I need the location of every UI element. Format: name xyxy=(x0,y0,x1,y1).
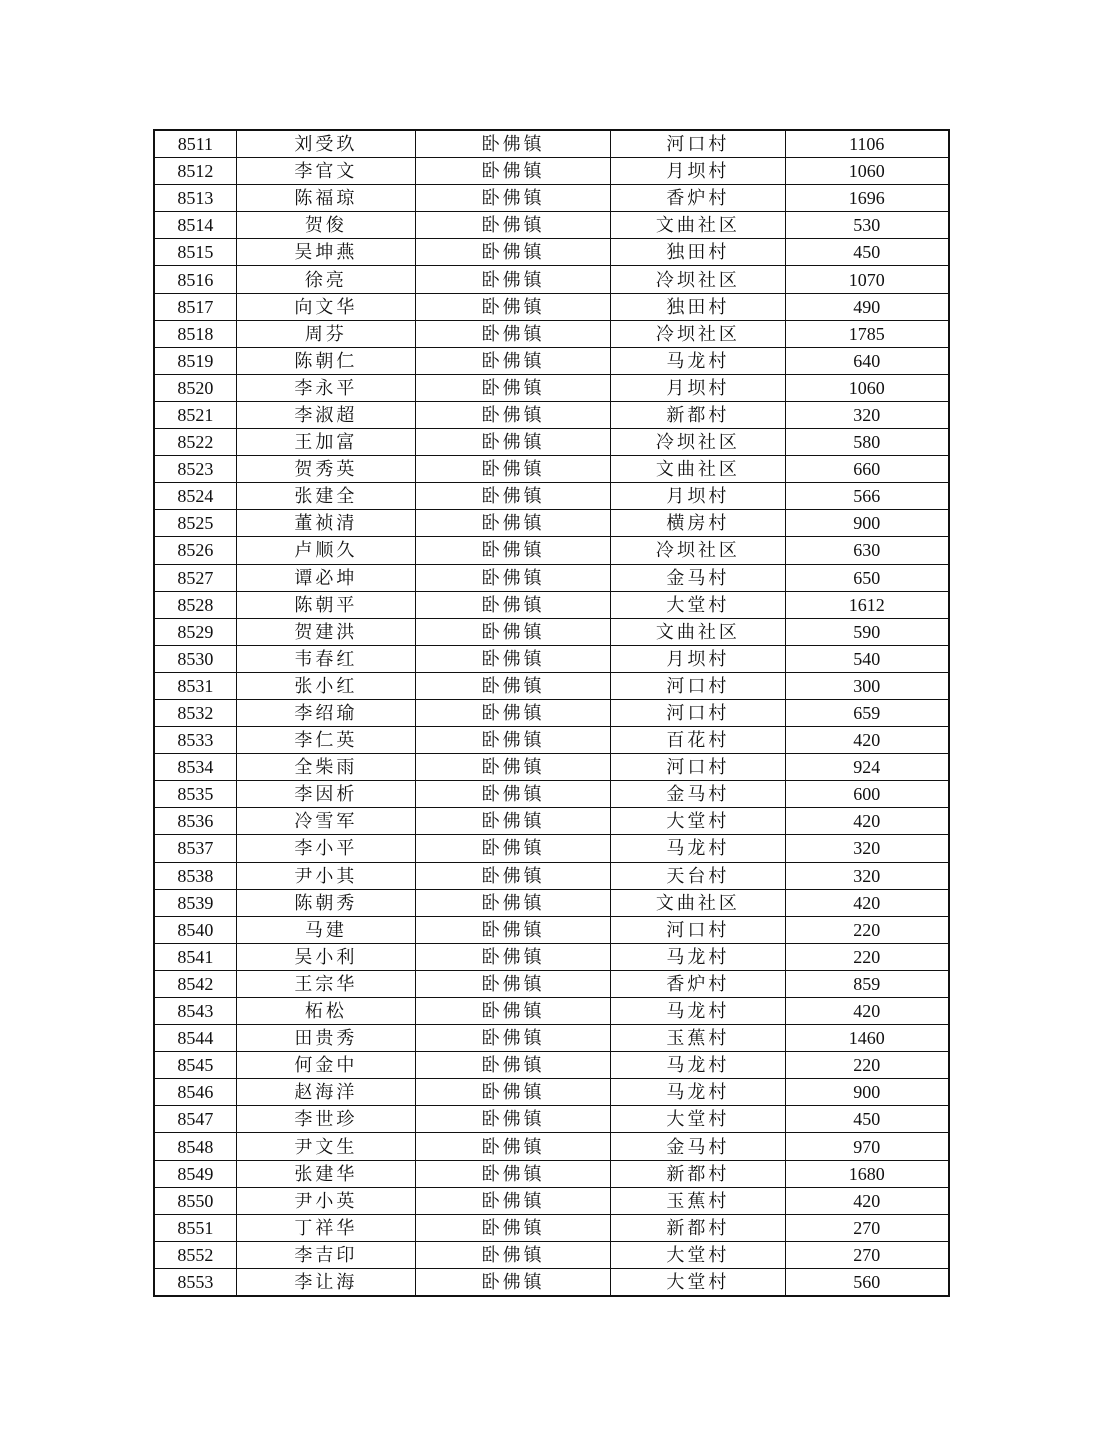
amount-cell: 450 xyxy=(785,1106,949,1133)
amount-cell: 420 xyxy=(785,808,949,835)
village-cell: 大堂村 xyxy=(611,1106,785,1133)
amount-cell: 590 xyxy=(785,618,949,645)
town-cell: 卧佛镇 xyxy=(416,862,611,889)
village-cell: 新都村 xyxy=(611,401,785,428)
person-name-cell: 陈朝平 xyxy=(236,591,415,618)
village-cell: 月坝村 xyxy=(611,645,785,672)
town-cell: 卧佛镇 xyxy=(416,1268,611,1296)
person-name-cell: 吴小利 xyxy=(236,943,415,970)
village-cell: 冷坝社区 xyxy=(611,429,785,456)
table-row xyxy=(154,1268,949,1296)
person-name-cell: 李吉印 xyxy=(236,1241,415,1268)
person-name-cell: 李永平 xyxy=(236,374,415,401)
table-row xyxy=(154,483,949,510)
amount-cell: 300 xyxy=(785,672,949,699)
table-row xyxy=(154,1214,949,1241)
person-name-cell: 田贵秀 xyxy=(236,1025,415,1052)
village-cell: 月坝村 xyxy=(611,483,785,510)
town-cell: 卧佛镇 xyxy=(416,266,611,293)
town-cell: 卧佛镇 xyxy=(416,456,611,483)
amount-cell: 220 xyxy=(785,1052,949,1079)
amount-cell: 659 xyxy=(785,699,949,726)
table-row xyxy=(154,456,949,483)
person-name-cell: 尹小其 xyxy=(236,862,415,889)
amount-cell: 320 xyxy=(785,835,949,862)
town-cell: 卧佛镇 xyxy=(416,212,611,239)
table-row xyxy=(154,645,949,672)
village-cell: 河口村 xyxy=(611,130,785,158)
table-row xyxy=(154,1052,949,1079)
amount-cell: 859 xyxy=(785,970,949,997)
row-number-cell: 8526 xyxy=(154,537,236,564)
village-cell: 大堂村 xyxy=(611,1241,785,1268)
table-row xyxy=(154,998,949,1025)
table-row xyxy=(154,781,949,808)
row-number-cell: 8536 xyxy=(154,808,236,835)
table-row xyxy=(154,158,949,185)
person-name-cell: 全柴雨 xyxy=(236,754,415,781)
row-number-cell: 8544 xyxy=(154,1025,236,1052)
row-number-cell: 8513 xyxy=(154,185,236,212)
table-row xyxy=(154,1079,949,1106)
person-name-cell: 李官文 xyxy=(236,158,415,185)
person-name-cell: 李小平 xyxy=(236,835,415,862)
village-cell: 文曲社区 xyxy=(611,212,785,239)
amount-cell: 650 xyxy=(785,564,949,591)
town-cell: 卧佛镇 xyxy=(416,943,611,970)
row-number-cell: 8527 xyxy=(154,564,236,591)
town-cell: 卧佛镇 xyxy=(416,483,611,510)
person-name-cell: 丁祥华 xyxy=(236,1214,415,1241)
table-row xyxy=(154,618,949,645)
amount-cell: 566 xyxy=(785,483,949,510)
town-cell: 卧佛镇 xyxy=(416,808,611,835)
row-number-cell: 8519 xyxy=(154,347,236,374)
row-number-cell: 8535 xyxy=(154,781,236,808)
person-name-cell: 吴坤燕 xyxy=(236,239,415,266)
table-row xyxy=(154,564,949,591)
row-number-cell: 8548 xyxy=(154,1133,236,1160)
village-cell: 独田村 xyxy=(611,293,785,320)
town-cell: 卧佛镇 xyxy=(416,889,611,916)
person-name-cell: 马建 xyxy=(236,916,415,943)
row-number-cell: 8532 xyxy=(154,699,236,726)
table-body xyxy=(154,130,949,1296)
amount-cell: 1060 xyxy=(785,158,949,185)
town-cell: 卧佛镇 xyxy=(416,1052,611,1079)
row-number-cell: 8543 xyxy=(154,998,236,1025)
amount-cell: 490 xyxy=(785,293,949,320)
village-cell: 月坝村 xyxy=(611,158,785,185)
table-row xyxy=(154,808,949,835)
town-cell: 卧佛镇 xyxy=(416,239,611,266)
town-cell: 卧佛镇 xyxy=(416,645,611,672)
amount-cell: 420 xyxy=(785,1187,949,1214)
table-row xyxy=(154,591,949,618)
row-number-cell: 8550 xyxy=(154,1187,236,1214)
village-cell: 金马村 xyxy=(611,781,785,808)
town-cell: 卧佛镇 xyxy=(416,727,611,754)
table-row xyxy=(154,862,949,889)
row-number-cell: 8552 xyxy=(154,1241,236,1268)
row-number-cell: 8538 xyxy=(154,862,236,889)
amount-cell: 580 xyxy=(785,429,949,456)
village-cell: 玉蕉村 xyxy=(611,1025,785,1052)
amount-cell: 970 xyxy=(785,1133,949,1160)
row-number-cell: 8541 xyxy=(154,943,236,970)
person-name-cell: 王宗华 xyxy=(236,970,415,997)
person-name-cell: 贺俊 xyxy=(236,212,415,239)
amount-cell: 660 xyxy=(785,456,949,483)
row-number-cell: 8514 xyxy=(154,212,236,239)
village-cell: 金马村 xyxy=(611,1133,785,1160)
table-row xyxy=(154,510,949,537)
town-cell: 卧佛镇 xyxy=(416,293,611,320)
table-row xyxy=(154,130,949,158)
village-cell: 香炉村 xyxy=(611,970,785,997)
table-row xyxy=(154,970,949,997)
village-cell: 金马村 xyxy=(611,564,785,591)
village-cell: 冷坝社区 xyxy=(611,320,785,347)
table-row xyxy=(154,672,949,699)
amount-cell: 630 xyxy=(785,537,949,564)
town-cell: 卧佛镇 xyxy=(416,672,611,699)
table-row xyxy=(154,835,949,862)
table-row xyxy=(154,429,949,456)
village-cell: 月坝村 xyxy=(611,374,785,401)
row-number-cell: 8530 xyxy=(154,645,236,672)
person-name-cell: 董祯清 xyxy=(236,510,415,537)
village-cell: 马龙村 xyxy=(611,347,785,374)
person-name-cell: 韦春红 xyxy=(236,645,415,672)
village-cell: 大堂村 xyxy=(611,1268,785,1296)
village-cell: 百花村 xyxy=(611,727,785,754)
town-cell: 卧佛镇 xyxy=(416,185,611,212)
table-row xyxy=(154,754,949,781)
table-row xyxy=(154,699,949,726)
amount-cell: 1696 xyxy=(785,185,949,212)
table-row xyxy=(154,1025,949,1052)
town-cell: 卧佛镇 xyxy=(416,130,611,158)
town-cell: 卧佛镇 xyxy=(416,374,611,401)
person-name-cell: 尹文生 xyxy=(236,1133,415,1160)
village-cell: 马龙村 xyxy=(611,943,785,970)
row-number-cell: 8537 xyxy=(154,835,236,862)
village-cell: 独田村 xyxy=(611,239,785,266)
person-name-cell: 李因析 xyxy=(236,781,415,808)
table-row xyxy=(154,374,949,401)
amount-cell: 1106 xyxy=(785,130,949,158)
person-name-cell: 李仁英 xyxy=(236,727,415,754)
person-name-cell: 李让海 xyxy=(236,1268,415,1296)
table-row xyxy=(154,401,949,428)
amount-cell: 540 xyxy=(785,645,949,672)
table-row xyxy=(154,1133,949,1160)
town-cell: 卧佛镇 xyxy=(416,1106,611,1133)
town-cell: 卧佛镇 xyxy=(416,998,611,1025)
village-cell: 天台村 xyxy=(611,862,785,889)
person-name-cell: 徐亮 xyxy=(236,266,415,293)
table-row xyxy=(154,1106,949,1133)
person-name-cell: 李绍瑜 xyxy=(236,699,415,726)
amount-cell: 270 xyxy=(785,1241,949,1268)
amount-cell: 1060 xyxy=(785,374,949,401)
subsidy-table xyxy=(153,129,950,1297)
town-cell: 卧佛镇 xyxy=(416,591,611,618)
person-name-cell: 陈朝秀 xyxy=(236,889,415,916)
amount-cell: 1680 xyxy=(785,1160,949,1187)
person-name-cell: 贺秀英 xyxy=(236,456,415,483)
town-cell: 卧佛镇 xyxy=(416,754,611,781)
village-cell: 冷坝社区 xyxy=(611,537,785,564)
row-number-cell: 8545 xyxy=(154,1052,236,1079)
row-number-cell: 8521 xyxy=(154,401,236,428)
town-cell: 卧佛镇 xyxy=(416,564,611,591)
row-number-cell: 8553 xyxy=(154,1268,236,1296)
village-cell: 新都村 xyxy=(611,1160,785,1187)
person-name-cell: 何金中 xyxy=(236,1052,415,1079)
village-cell: 河口村 xyxy=(611,699,785,726)
amount-cell: 270 xyxy=(785,1214,949,1241)
row-number-cell: 8534 xyxy=(154,754,236,781)
amount-cell: 560 xyxy=(785,1268,949,1296)
amount-cell: 420 xyxy=(785,727,949,754)
person-name-cell: 张建华 xyxy=(236,1160,415,1187)
person-name-cell: 向文华 xyxy=(236,293,415,320)
town-cell: 卧佛镇 xyxy=(416,1241,611,1268)
town-cell: 卧佛镇 xyxy=(416,1187,611,1214)
row-number-cell: 8531 xyxy=(154,672,236,699)
person-name-cell: 李淑超 xyxy=(236,401,415,428)
row-number-cell: 8511 xyxy=(154,130,236,158)
amount-cell: 420 xyxy=(785,998,949,1025)
table-row xyxy=(154,347,949,374)
table-row xyxy=(154,266,949,293)
town-cell: 卧佛镇 xyxy=(416,835,611,862)
table-row xyxy=(154,1160,949,1187)
table-row xyxy=(154,727,949,754)
person-name-cell: 陈福琼 xyxy=(236,185,415,212)
town-cell: 卧佛镇 xyxy=(416,1160,611,1187)
town-cell: 卧佛镇 xyxy=(416,429,611,456)
amount-cell: 220 xyxy=(785,916,949,943)
village-cell: 河口村 xyxy=(611,672,785,699)
row-number-cell: 8518 xyxy=(154,320,236,347)
village-cell: 马龙村 xyxy=(611,835,785,862)
village-cell: 玉蕉村 xyxy=(611,1187,785,1214)
amount-cell: 640 xyxy=(785,347,949,374)
person-name-cell: 张建全 xyxy=(236,483,415,510)
village-cell: 新都村 xyxy=(611,1214,785,1241)
person-name-cell: 刘受玖 xyxy=(236,130,415,158)
row-number-cell: 8533 xyxy=(154,727,236,754)
town-cell: 卧佛镇 xyxy=(416,1079,611,1106)
amount-cell: 1460 xyxy=(785,1025,949,1052)
amount-cell: 1785 xyxy=(785,320,949,347)
table-row xyxy=(154,239,949,266)
village-cell: 马龙村 xyxy=(611,1079,785,1106)
amount-cell: 320 xyxy=(785,401,949,428)
town-cell: 卧佛镇 xyxy=(416,699,611,726)
village-cell: 香炉村 xyxy=(611,185,785,212)
amount-cell: 900 xyxy=(785,510,949,537)
town-cell: 卧佛镇 xyxy=(416,347,611,374)
row-number-cell: 8524 xyxy=(154,483,236,510)
row-number-cell: 8525 xyxy=(154,510,236,537)
person-name-cell: 贺建洪 xyxy=(236,618,415,645)
row-number-cell: 8516 xyxy=(154,266,236,293)
table-row xyxy=(154,212,949,239)
amount-cell: 320 xyxy=(785,862,949,889)
town-cell: 卧佛镇 xyxy=(416,158,611,185)
town-cell: 卧佛镇 xyxy=(416,618,611,645)
amount-cell: 1612 xyxy=(785,591,949,618)
town-cell: 卧佛镇 xyxy=(416,1214,611,1241)
person-name-cell: 柘松 xyxy=(236,998,415,1025)
town-cell: 卧佛镇 xyxy=(416,916,611,943)
row-number-cell: 8542 xyxy=(154,970,236,997)
person-name-cell: 卢顺久 xyxy=(236,537,415,564)
village-cell: 文曲社区 xyxy=(611,618,785,645)
row-number-cell: 8547 xyxy=(154,1106,236,1133)
table-row xyxy=(154,916,949,943)
amount-cell: 450 xyxy=(785,239,949,266)
village-cell: 河口村 xyxy=(611,754,785,781)
row-number-cell: 8523 xyxy=(154,456,236,483)
table-row xyxy=(154,185,949,212)
person-name-cell: 王加富 xyxy=(236,429,415,456)
table-row xyxy=(154,889,949,916)
person-name-cell: 谭必坤 xyxy=(236,564,415,591)
town-cell: 卧佛镇 xyxy=(416,781,611,808)
table-row xyxy=(154,320,949,347)
village-cell: 大堂村 xyxy=(611,591,785,618)
person-name-cell: 冷雪军 xyxy=(236,808,415,835)
row-number-cell: 8528 xyxy=(154,591,236,618)
amount-cell: 530 xyxy=(785,212,949,239)
town-cell: 卧佛镇 xyxy=(416,537,611,564)
row-number-cell: 8512 xyxy=(154,158,236,185)
person-name-cell: 赵海洋 xyxy=(236,1079,415,1106)
village-cell: 马龙村 xyxy=(611,1052,785,1079)
town-cell: 卧佛镇 xyxy=(416,1133,611,1160)
row-number-cell: 8551 xyxy=(154,1214,236,1241)
row-number-cell: 8540 xyxy=(154,916,236,943)
village-cell: 马龙村 xyxy=(611,998,785,1025)
village-cell: 横房村 xyxy=(611,510,785,537)
row-number-cell: 8546 xyxy=(154,1079,236,1106)
table-row xyxy=(154,1187,949,1214)
person-name-cell: 周芬 xyxy=(236,320,415,347)
table-row xyxy=(154,1241,949,1268)
row-number-cell: 8517 xyxy=(154,293,236,320)
person-name-cell: 张小红 xyxy=(236,672,415,699)
row-number-cell: 8549 xyxy=(154,1160,236,1187)
village-cell: 大堂村 xyxy=(611,808,785,835)
amount-cell: 924 xyxy=(785,754,949,781)
row-number-cell: 8515 xyxy=(154,239,236,266)
table-row xyxy=(154,293,949,320)
town-cell: 卧佛镇 xyxy=(416,320,611,347)
row-number-cell: 8539 xyxy=(154,889,236,916)
person-name-cell: 尹小英 xyxy=(236,1187,415,1214)
amount-cell: 220 xyxy=(785,943,949,970)
table-row xyxy=(154,537,949,564)
town-cell: 卧佛镇 xyxy=(416,1025,611,1052)
row-number-cell: 8520 xyxy=(154,374,236,401)
village-cell: 冷坝社区 xyxy=(611,266,785,293)
amount-cell: 900 xyxy=(785,1079,949,1106)
table-row xyxy=(154,943,949,970)
village-cell: 文曲社区 xyxy=(611,456,785,483)
village-cell: 文曲社区 xyxy=(611,889,785,916)
village-cell: 河口村 xyxy=(611,916,785,943)
row-number-cell: 8522 xyxy=(154,429,236,456)
amount-cell: 600 xyxy=(785,781,949,808)
town-cell: 卧佛镇 xyxy=(416,510,611,537)
row-number-cell: 8529 xyxy=(154,618,236,645)
person-name-cell: 李世珍 xyxy=(236,1106,415,1133)
town-cell: 卧佛镇 xyxy=(416,401,611,428)
amount-cell: 1070 xyxy=(785,266,949,293)
town-cell: 卧佛镇 xyxy=(416,970,611,997)
amount-cell: 420 xyxy=(785,889,949,916)
person-name-cell: 陈朝仁 xyxy=(236,347,415,374)
